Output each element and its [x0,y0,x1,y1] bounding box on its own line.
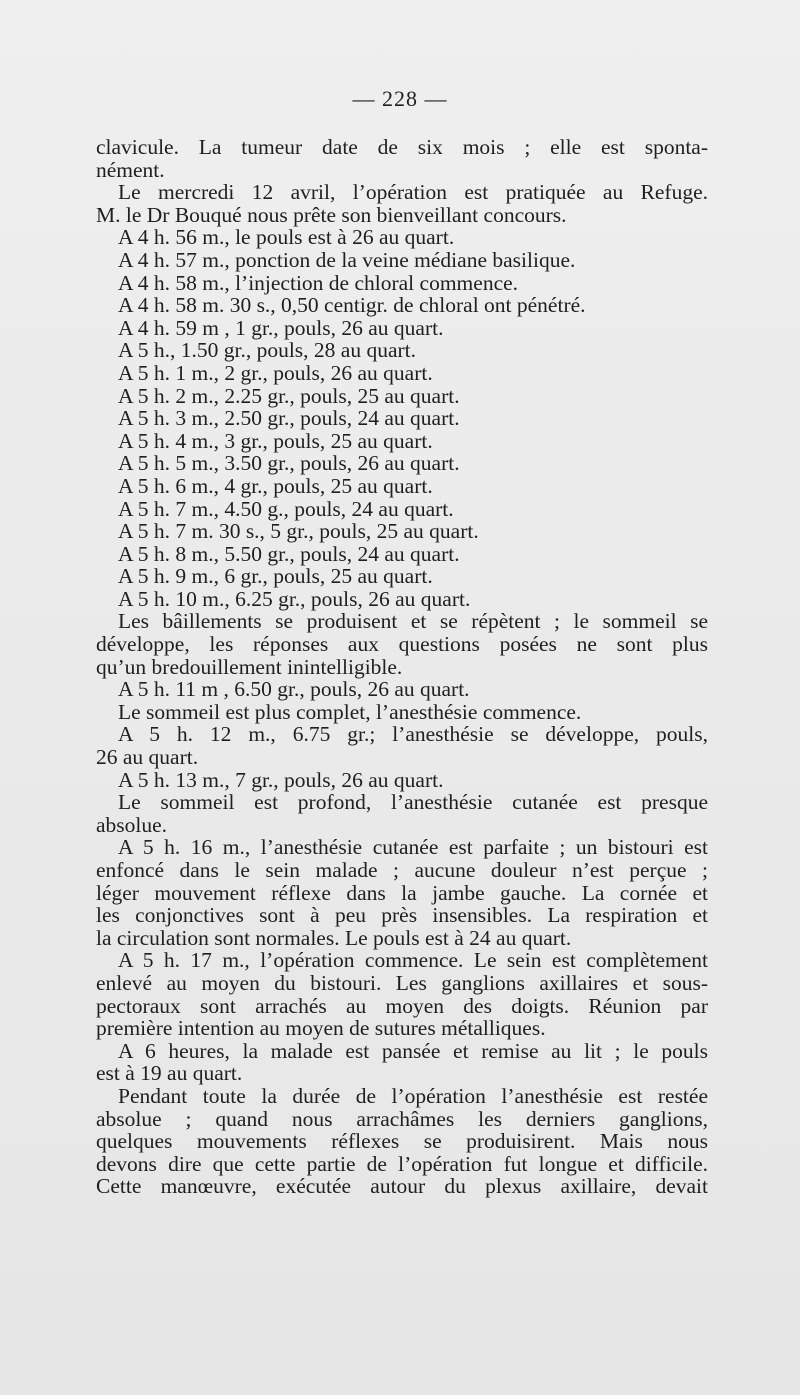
text-line: A 4 h. 56 m., le pouls est à 26 au quart. [118,225,455,250]
text-line: A 5 h. 10 m., 6.25 gr., pouls, 26 au quart. [118,586,471,611]
text-line: Cette manœuvre, exécutée autour du plexus axillaire, devait [96,1174,708,1199]
text-line: A 5 h. 2 m., 2.25 gr., pouls, 25 au quart. [118,383,460,408]
text-line: A 6 heures, la malade est pansée et remise au lit ; le pouls [118,1038,708,1063]
text-line: enlevé au moyen du bistouri. Les ganglions axillaires et sous- [96,970,708,995]
text-line: est à 19 au quart. [96,1061,243,1086]
text-line: A 5 h. 7 m. 30 s., 5 gr., pouls, 25 au quart. [118,519,479,544]
text-line: Pendant toute la durée de l’opération l’anesthésie est restée [118,1083,708,1108]
text-line: A 5 h. 6 m., 4 gr., pouls, 25 au quart. [118,473,433,498]
text-line: qu’un bredouillement inintelligible. [96,654,403,679]
text-line: Le mercredi 12 avril, l’opération est pratiquée au Refuge. [118,180,708,205]
text-line: Le sommeil est profond, l’anesthésie cutanée est presque [118,790,708,815]
text-line: enfoncé dans le sein malade ; aucune douleur n’est perçue ; [96,858,708,882]
text-line: A 5 h. 8 m., 5.50 gr., pouls, 24 au quart. [118,541,460,566]
text-line: A 5 h. 4 m., 3 gr., pouls, 25 au quart. [118,428,433,453]
text-line: absolue ; quand nous arrachâmes les derniers ganglions, [96,1106,708,1131]
text-line: devons dire que cette partie de l’opération fut longue et difficile. [96,1151,708,1176]
text-line: clavicule. La tumeur date de six mois ; elle est sponta- [96,135,708,159]
text-line: A 5 h. 7 m., 4.50 g., pouls, 24 au quart. [118,496,454,521]
text-line: les conjonctives sont à peu près insensibles. La respiration et [96,903,708,928]
text-line: léger mouvement réflexe dans la jambe gauche. La cornée et [96,880,708,905]
text-line: A 4 h. 58 m., l’injection de chloral commence. [118,270,519,295]
text-line: développe, les réponses aux questions posées ne sont plus [96,632,708,657]
text-line: Les bâillements se produisent et se répètent ; le sommeil se [118,609,708,634]
body-text [96,136,708,1198]
text-line: A 4 h. 57 m., ponction de la veine médiane basilique. [118,247,576,272]
text-line: A 5 h. 17 m., l’opération commence. Le sein est complètement [118,948,708,973]
text-line: A 4 h. 58 m. 30 s., 0,50 centigr. de chloral ont pénétré. [118,293,586,318]
text-line: première intention au moyen de sutures métalliques. [96,1016,546,1041]
text-line: A 5 h. 3 m., 2.50 gr., pouls, 24 au quart. [118,406,460,431]
text-line: la circulation sont normales. Le pouls est à 24 au quart. [96,925,572,950]
text-line: A 5 h. 1 m., 2 gr., pouls, 26 au quart. [118,360,433,385]
text-line: absolue. [96,812,168,837]
text-line: M. le Dr Bouqué nous prête son bienveillant concours. [96,202,567,227]
text-line: A 5 h. 11 m , 6.50 gr., pouls, 26 au quart. [118,677,470,702]
text-line: A 5 h. 9 m., 6 gr., pouls, 25 au quart. [118,564,433,589]
text-line: A 5 h. 13 m., 7 gr., pouls, 26 au quart. [118,767,444,792]
text-line: quelques mouvements réflexes se produisirent. Mais nous [96,1129,708,1154]
text-line: A 4 h. 59 m , 1 gr., pouls, 26 au quart. [118,315,444,340]
text-line: Le sommeil est plus complet, l’anesthésie commence. [118,699,582,724]
text-line: 26 au quart. [96,745,199,770]
text-line: A 5 h. 5 m., 3.50 gr., pouls, 26 au quart. [118,451,460,476]
text-line: nément. [96,157,165,182]
page-number: — 228 — [352,86,448,111]
text-line: pectoraux sont arrachés au moyen des doigts. Réunion par [96,993,708,1018]
text-line: A 5 h. 16 m., l’anesthésie cutanée est parfaite ; un bistouri est [118,835,708,860]
text-line: A 5 h. 12 m., 6.75 gr.; l’anesthésie se développe, pouls, [118,722,708,747]
text-line: A 5 h., 1.50 gr., pouls, 28 au quart. [118,338,416,363]
